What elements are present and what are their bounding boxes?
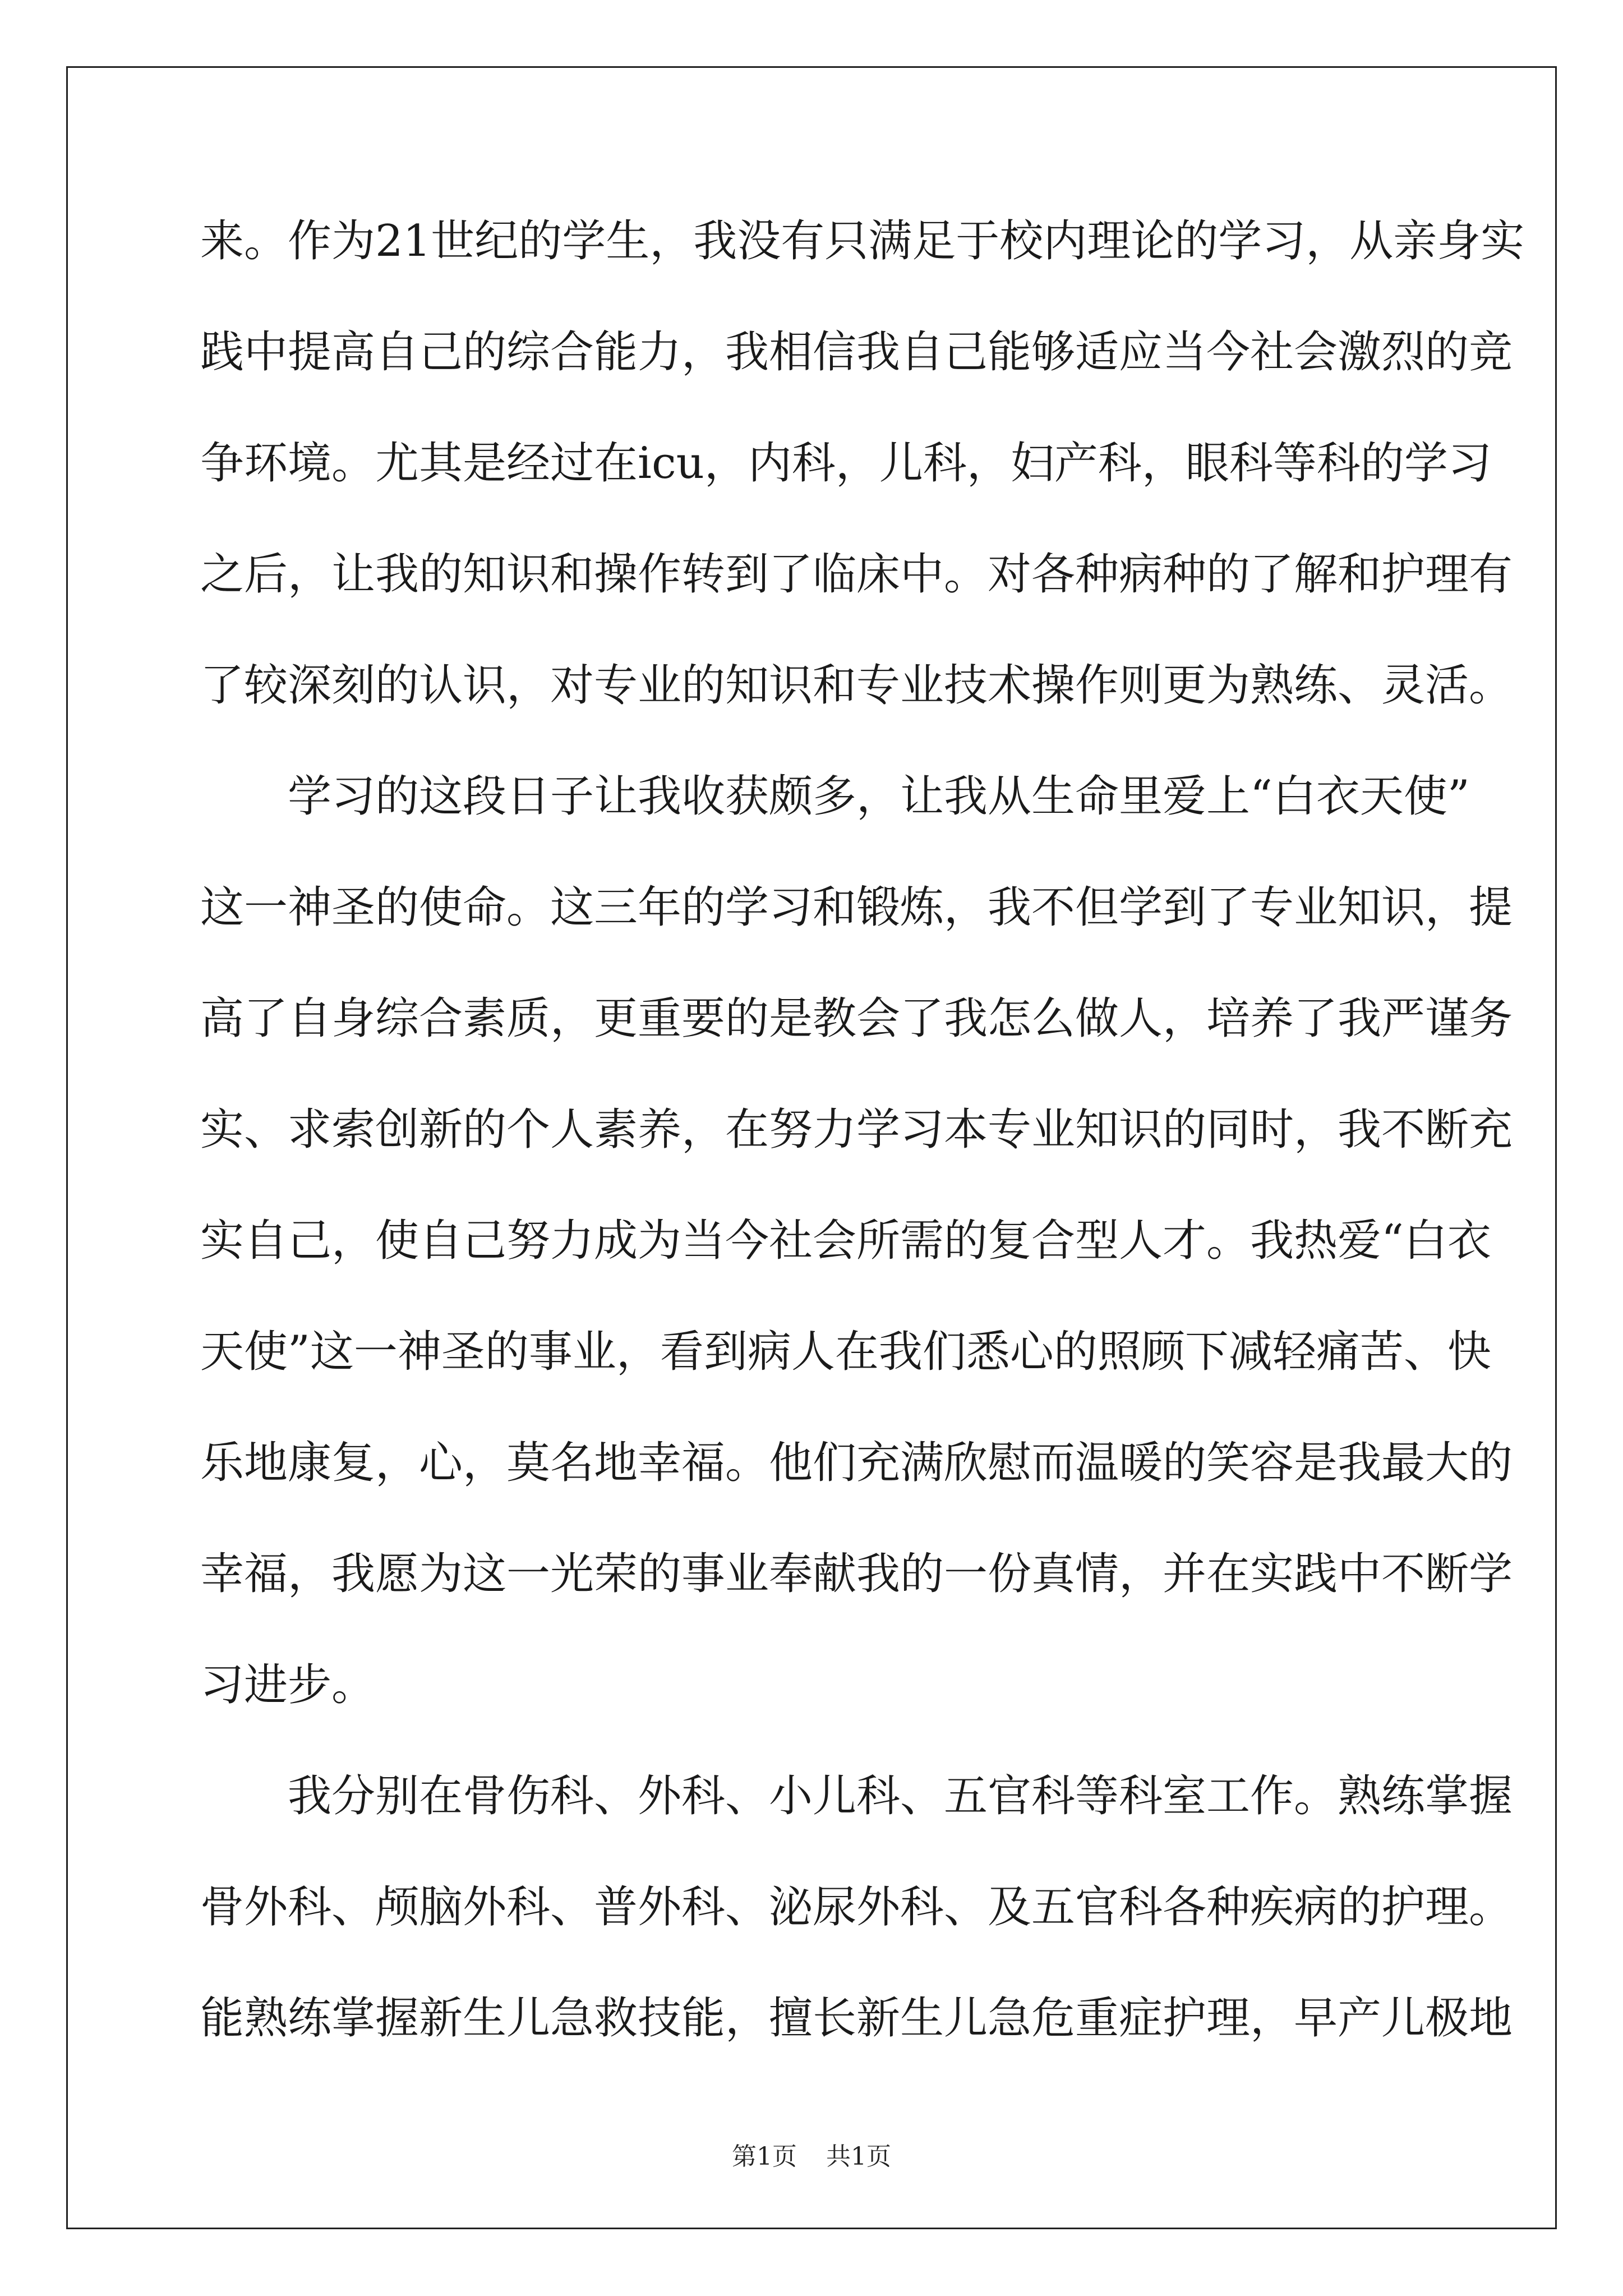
text-line: 幸福，我愿为这一光荣的事业奉献我的一份真情，并在实践中不断学 bbox=[200, 1549, 1513, 1599]
document-body bbox=[200, 208, 1525, 2096]
text-line: 乐地康复，心，莫名地幸福。他们充满欣慰而温暖的笑容是我最大的 bbox=[200, 1438, 1513, 1488]
page-footer bbox=[0, 2140, 1623, 2174]
text-line: 争环境。尤其是经过在icu，内科，儿科，妇产科，眼科等科的学习 bbox=[200, 438, 1492, 489]
page-total: 共1页 bbox=[826, 2142, 891, 2171]
text-line: 来。作为21世纪的学生，我没有只满足于校内理论的学习，从亲身实 bbox=[200, 216, 1525, 266]
text-line: 天使”这一神圣的事业，看到病人在我们悉心的照顾下减轻痛苦、快 bbox=[200, 1327, 1491, 1377]
text-line: 这一神圣的使命。这三年的学习和锻炼，我不但学到了专业知识，提 bbox=[200, 882, 1513, 933]
text-line: 了较深刻的认识，对专业的知识和专业技术操作则更为熟练、灵活。 bbox=[200, 660, 1513, 711]
text-line: 我分别在骨伤科、外科、小儿科、五官科等科室工作。熟练掌握 bbox=[200, 1771, 1513, 1821]
text-line: 能熟练掌握新生儿急救技能，擅长新生儿急危重症护理，早产儿极地 bbox=[200, 1993, 1513, 2044]
text-line: 习进步。 bbox=[200, 1660, 376, 1710]
text-line: 学习的这段日子让我收获颇多，让我从生命里爱上“白衣天使” bbox=[200, 771, 1470, 822]
text-line: 实自己，使自己努力成为当今社会所需的复合型人才。我热爱“白衣 bbox=[200, 1216, 1491, 1266]
text-line: 之后，让我的知识和操作转到了临床中。对各种病种的了解和护理有 bbox=[200, 549, 1513, 600]
text-line: 骨外科、颅脑外科、普外科、泌尿外科、及五官科各种疾病的护理。 bbox=[200, 1882, 1513, 1932]
page-number: 第1页 bbox=[732, 2142, 797, 2171]
text-line: 实、求索创新的个人素养，在努力学习本专业知识的同时，我不断充 bbox=[200, 1105, 1513, 1155]
text-line: 践中提高自己的综合能力，我相信我自己能够适应当今社会激烈的竞 bbox=[200, 327, 1513, 378]
text-line: 高了自身综合素质，更重要的是教会了我怎么做人，培养了我严谨务 bbox=[200, 993, 1513, 1044]
